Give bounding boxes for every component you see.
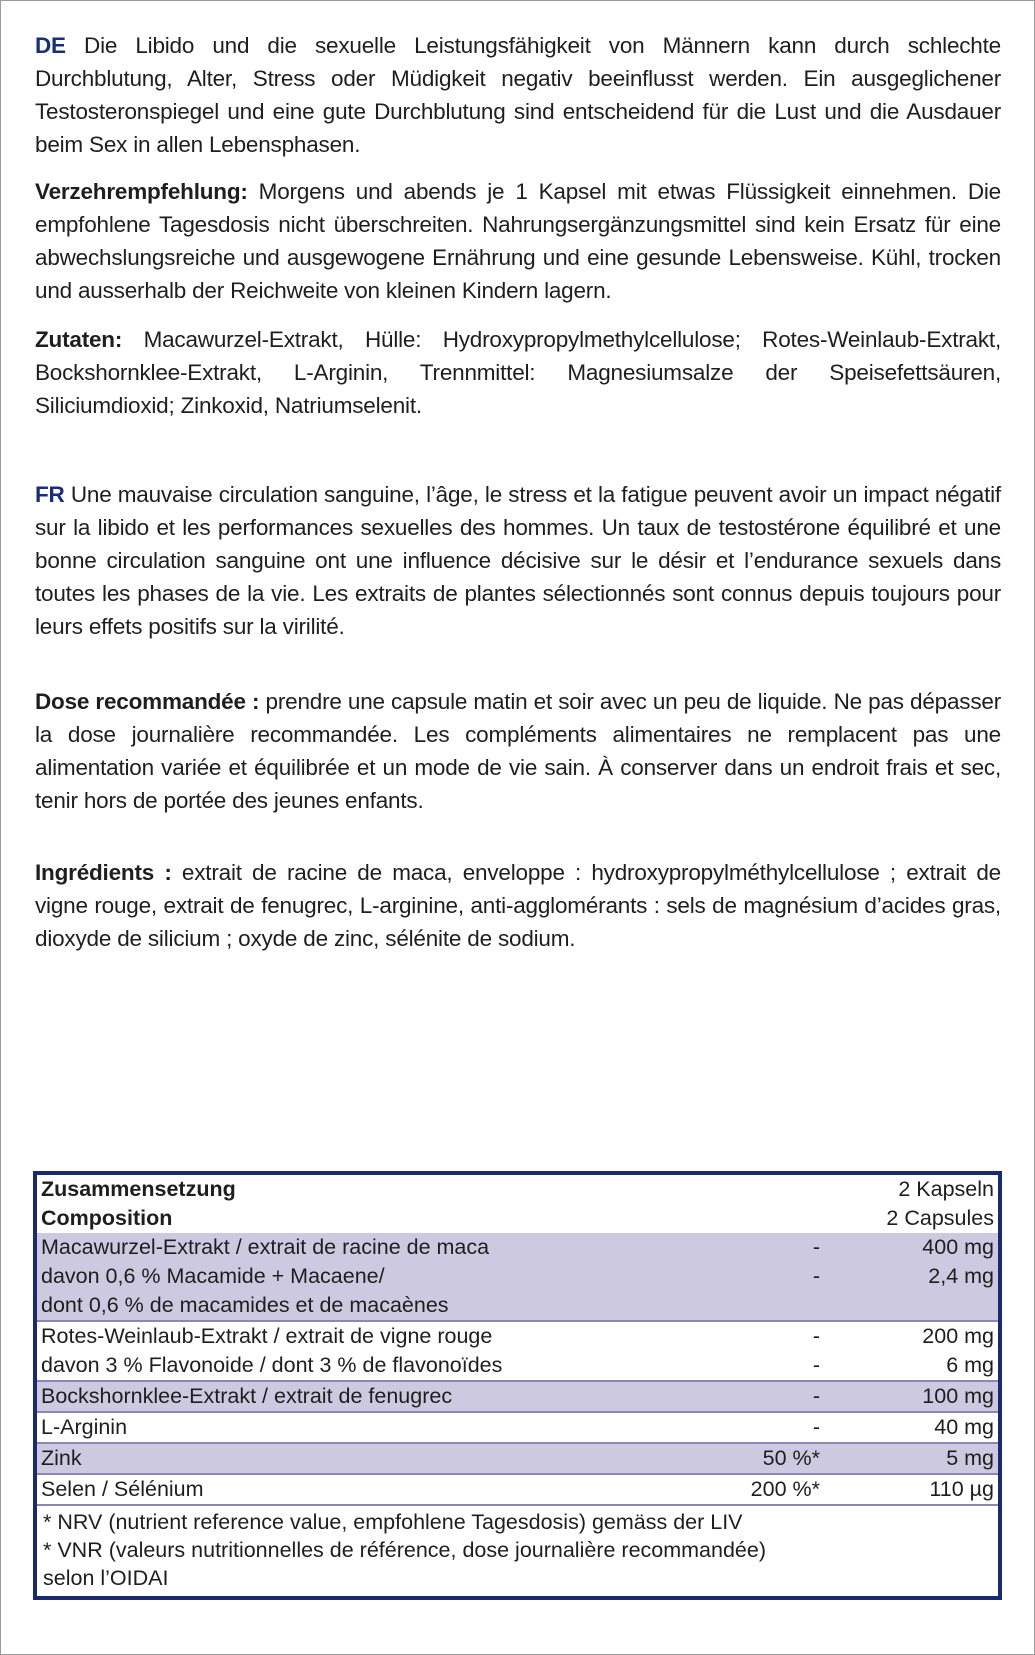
fr-dose-paragraph <box>35 685 1001 817</box>
table-row <box>37 1320 998 1380</box>
header-amount-de: 2 Kapseln <box>898 1177 994 1201</box>
table-row <box>37 1380 998 1411</box>
amount-value: 400 mg <box>922 1235 994 1259</box>
fr-intro-text: Une mauvaise circulation sanguine, l’âge, le stress et la fatigue peuvent avoir un impact négatif sur la libido et les performances sexuelles des hommes. Un taux de testostérone équilibré et une bonne circulation sanguine ont une influence décisive sur le désir et l’endurance sexuels dans toutes les phases de la vie. Les extraits de plantes sélectionnés sont connus depuis toujours pour leurs effets positifs sur la virilité. <box>35 482 1001 639</box>
nrv-cell <box>690 1413 844 1442</box>
amount-cell <box>844 1413 994 1442</box>
ingredient-name: L-Arginin <box>41 1415 128 1439</box>
footnote-line: * NRV (nutrient reference value, empfohlene Tagesdosis) gemäss der LIV <box>43 1510 743 1534</box>
nrv-percent: 200 %* <box>750 1477 820 1501</box>
table-footnotes <box>37 1504 998 1596</box>
ingredient-name: davon 3 % Flavonoide / dont 3 % de flavonoïdes <box>41 1353 503 1377</box>
ingredient-name-cell <box>41 1382 690 1411</box>
ingredient-name: dont 0,6 % de macamides et de macaènes <box>41 1293 449 1317</box>
composition-table <box>33 1171 1002 1600</box>
amount-cell <box>844 1322 994 1380</box>
ingredient-name: Rotes-Weinlaub-Extrakt / extrait de vigne rouge <box>41 1324 493 1348</box>
header-amount-fr: 2 Capsules <box>886 1206 994 1230</box>
nrv-percent: - <box>812 1235 820 1259</box>
ingredient-name-cell <box>41 1475 690 1504</box>
fr-ingredients-paragraph <box>35 856 1001 955</box>
fr-dose-text: prendre une capsule matin et soir avec un peu de liquide. Ne pas dépasser la dose journalière recommandée. Les compléments alimentaires ne remplacent pas une alimentation variée et équilibrée et un mode de vie sain. À conserver dans un endroit frais et sec, tenir hors de portée des jeunes enfants. <box>35 689 1001 813</box>
ingredient-name-cell <box>41 1444 690 1473</box>
table-body <box>37 1233 998 1504</box>
ingredient-name: Bockshornklee-Extrakt / extrait de fenugrec <box>41 1384 453 1408</box>
amount-value: 110 µg <box>929 1477 994 1501</box>
table-header-row <box>37 1175 998 1233</box>
fr-intro-paragraph <box>35 478 1001 643</box>
de-ingredients-paragraph <box>35 323 1001 422</box>
de-intro-text: Die Libido und die sexuelle Leistungsfähigkeit von Männern kann durch schlechte Durchblutung, Alter, Stress oder Müdigkeit negativ beeinflusst werden. Ein ausgeglichener Testosteronspiegel und eine gute Durchblutung sind entscheidend für die Lust und die Ausdauer beim Sex in allen Lebensphasen. <box>35 33 1001 157</box>
table-row <box>37 1442 998 1473</box>
fr-ingredients-text: extrait de racine de maca, enveloppe : hydroxypropylméthylcellulose ; extrait de vigne rouge, extrait de fenugrec, L-arginine, anti-agglomérants : sels de magnésium d’acides gras, dioxyde de silicium ; oxyde de zinc, sélénite de sodium. <box>35 860 1001 951</box>
amount-value: 100 mg <box>922 1384 994 1408</box>
table-row <box>37 1473 998 1504</box>
de-dose-label: Verzehrempfehlung: <box>35 179 248 204</box>
lang-tag-fr: FR <box>35 482 65 507</box>
nrv-percent: - <box>812 1324 820 1348</box>
nrv-cell <box>690 1322 844 1380</box>
amount-value: 200 mg <box>922 1324 994 1348</box>
amount-value: 40 mg <box>934 1415 994 1439</box>
lang-tag-de: DE <box>35 33 66 58</box>
amount-cell <box>844 1382 994 1411</box>
header-title-de: Zusammensetzung <box>41 1177 236 1201</box>
nrv-percent: - <box>812 1353 820 1377</box>
table-row <box>37 1411 998 1442</box>
amount-cell <box>844 1233 994 1320</box>
nrv-percent: 50 %* <box>762 1446 820 1470</box>
amount-value: 5 mg <box>946 1446 994 1470</box>
nrv-percent: - <box>812 1415 820 1439</box>
amount-cell <box>844 1475 994 1504</box>
footnote-line: * VNR (valeurs nutritionnelles de référence, dose journalière recommandée) <box>43 1538 767 1562</box>
footnote-line: selon l’OIDAI <box>43 1566 169 1590</box>
fr-ingredients-label: Ingrédients : <box>35 860 172 885</box>
amount-cell <box>844 1444 994 1473</box>
nrv-cell <box>690 1475 844 1504</box>
ingredient-name: Macawurzel-Extrakt / extrait de racine de maca <box>41 1235 490 1259</box>
ingredient-name: Selen / Sélénium <box>41 1477 204 1501</box>
ingredient-name: Zink <box>41 1446 82 1470</box>
nrv-cell <box>690 1444 844 1473</box>
ingredient-name-cell <box>41 1322 690 1380</box>
fr-dose-label: Dose recommandée : <box>35 689 260 714</box>
de-dose-paragraph <box>35 175 1001 307</box>
de-ingredients-text: Macawurzel-Extrakt, Hülle: Hydroxypropylmethylcellulose; Rotes-Weinlaub-Extrakt, Bockshornklee-Extrakt, L-Arginin, Trennmittel: Magnesiumsalze der Speisefettsäuren, Siliciumdioxid; Zinkoxid, Natriumselenit. <box>35 327 1001 418</box>
amount-value: 2,4 mg <box>928 1264 994 1288</box>
table-row <box>37 1233 998 1320</box>
amount-value: 6 mg <box>946 1353 994 1377</box>
header-title-fr: Composition <box>41 1206 173 1230</box>
ingredient-name-cell <box>41 1413 690 1442</box>
nrv-percent <box>690 1291 820 1320</box>
nrv-cell <box>690 1233 844 1320</box>
de-dose-text: Morgens und abends je 1 Kapsel mit etwas Flüssigkeit einnehmen. Die empfohlene Tagesdosis nicht überschreiten. Nahrungsergänzungsmittel sind kein Ersatz für eine abwechslungsreiche und ausgewogene Ernährung und eine gesunde Lebensweise. Kühl, trocken und ausserhalb der Reichweite von kleinen Kindern lagern. <box>35 179 1001 303</box>
amount-value <box>844 1291 994 1320</box>
de-ingredients-label: Zutaten: <box>35 327 123 352</box>
ingredient-name-cell <box>41 1233 690 1320</box>
nrv-cell <box>690 1382 844 1411</box>
nrv-percent: - <box>812 1264 820 1288</box>
nrv-percent: - <box>812 1384 820 1408</box>
de-intro-paragraph <box>35 29 1001 161</box>
ingredient-name: davon 0,6 % Macamide + Macaene/ <box>41 1264 385 1288</box>
